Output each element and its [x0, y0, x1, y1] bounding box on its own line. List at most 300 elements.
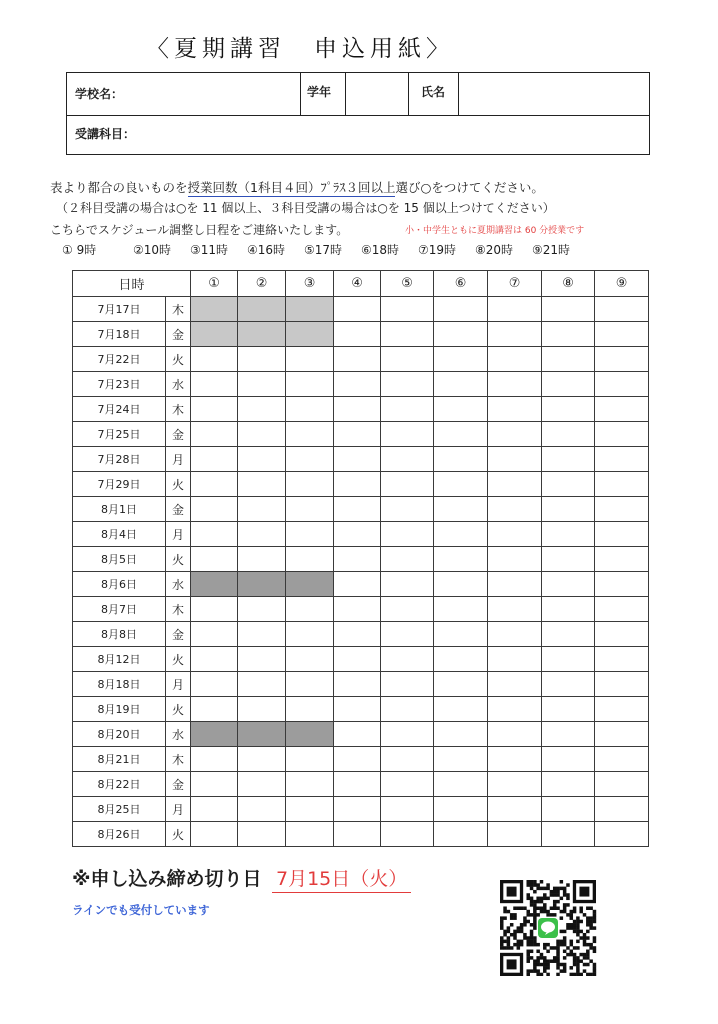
qr-module	[530, 956, 534, 960]
qr-module	[513, 906, 517, 910]
qr-module	[526, 959, 530, 963]
qr-module	[556, 966, 560, 970]
qr-module	[560, 940, 564, 944]
qr-module	[570, 910, 574, 914]
slot-cell	[488, 672, 542, 697]
weekday-cell: 金	[166, 422, 191, 447]
qr-module	[517, 926, 521, 930]
slot-cell	[286, 447, 334, 472]
weekday-cell: 木	[166, 747, 191, 772]
applicant-info-row	[67, 73, 649, 116]
slot-cell	[381, 647, 434, 672]
slot-cell	[542, 497, 595, 522]
qr-module	[573, 959, 577, 963]
qr-module	[553, 913, 557, 917]
slot-cell	[286, 747, 334, 772]
qr-module	[576, 966, 580, 970]
slot-cell	[381, 722, 434, 747]
schedule-row	[73, 397, 649, 422]
date-cell: 8月12日	[73, 647, 166, 672]
qr-module	[520, 906, 524, 910]
qr-module	[546, 959, 550, 963]
slot-cell	[238, 572, 286, 597]
qr-module	[520, 930, 524, 934]
qr-module	[563, 969, 567, 973]
slot-cell	[488, 647, 542, 672]
slot-cell	[334, 497, 381, 522]
qr-module	[553, 900, 557, 904]
qr-module	[593, 973, 597, 976]
date-cell: 7月28日	[73, 447, 166, 472]
qr-module	[550, 913, 554, 917]
qr-module	[583, 963, 587, 967]
slot-cell	[542, 372, 595, 397]
qr-module	[533, 900, 537, 904]
qr-module	[563, 963, 567, 967]
qr-module	[543, 897, 547, 901]
slot-cell	[542, 622, 595, 647]
qr-module	[540, 906, 544, 910]
qr-module	[583, 936, 587, 940]
qr-module	[526, 940, 530, 944]
slot-cell	[334, 697, 381, 722]
time-slot-item: ④16時	[247, 243, 286, 257]
qr-module	[530, 903, 534, 907]
slot-cell	[238, 622, 286, 647]
qr-module	[570, 916, 574, 920]
line-icon	[538, 918, 558, 938]
slot-cell	[334, 347, 381, 372]
qr-module	[543, 906, 547, 910]
slot-cell	[334, 447, 381, 472]
qr-module	[546, 887, 550, 891]
qr-finder-pattern	[507, 959, 517, 969]
slot-cell	[334, 422, 381, 447]
slot-cell	[381, 397, 434, 422]
qr-module	[530, 880, 534, 884]
qr-module	[573, 906, 577, 910]
qr-module	[556, 953, 560, 957]
date-cell: 8月22日	[73, 772, 166, 797]
qr-module	[593, 926, 597, 930]
qr-module	[560, 897, 564, 901]
qr-module	[573, 910, 577, 914]
time-slot-item: ⑧20時	[475, 243, 514, 257]
qr-module	[533, 906, 537, 910]
qr-module	[536, 963, 540, 967]
date-cell: 7月18日	[73, 322, 166, 347]
qr-module	[533, 940, 537, 944]
qr-module	[530, 900, 534, 904]
qr-module	[560, 963, 564, 967]
slot-cell	[542, 647, 595, 672]
qr-module	[530, 930, 534, 934]
slot-cell	[381, 472, 434, 497]
qr-module	[593, 913, 597, 917]
slot-cell	[191, 347, 238, 372]
slot-cell	[286, 297, 334, 322]
slot-cell	[191, 372, 238, 397]
qr-module	[553, 959, 557, 963]
qr-module	[583, 956, 587, 960]
slot-header: ⑨	[595, 271, 649, 297]
slot-cell	[191, 672, 238, 697]
slot-cell	[381, 322, 434, 347]
date-cell: 7月24日	[73, 397, 166, 422]
slot-cell	[286, 372, 334, 397]
qr-module	[546, 973, 550, 976]
qr-module	[530, 933, 534, 937]
slot-cell	[191, 297, 238, 322]
qr-module	[507, 936, 511, 940]
qr-module	[533, 963, 537, 967]
qr-module	[540, 973, 544, 976]
qr-module	[533, 926, 537, 930]
qr-module	[536, 913, 540, 917]
slot-cell	[381, 672, 434, 697]
schedule-row	[73, 647, 649, 672]
slot-cell	[595, 597, 649, 622]
qr-module	[570, 950, 574, 954]
qr-module	[573, 920, 577, 924]
qr-module	[579, 930, 583, 934]
slot-header: ⑧	[542, 271, 595, 297]
slot-cell	[238, 422, 286, 447]
qr-module	[540, 887, 544, 891]
instruction-line-1	[50, 178, 544, 196]
schedule-row	[73, 472, 649, 497]
qr-module	[543, 910, 547, 914]
qr-module	[579, 959, 583, 963]
schedule-row	[73, 772, 649, 797]
slot-cell	[488, 397, 542, 422]
qr-module	[507, 943, 511, 947]
qr-module	[583, 943, 587, 947]
date-cell: 8月25日	[73, 797, 166, 822]
qr-module	[520, 926, 524, 930]
slot-cell	[488, 447, 542, 472]
slot-cell	[434, 597, 488, 622]
qr-module	[533, 936, 537, 940]
lesson-length-note: 小・中学生ともに夏期講習は 60 分授業です	[405, 226, 585, 236]
qr-module	[593, 946, 597, 950]
qr-module	[526, 880, 530, 884]
slot-cell	[286, 722, 334, 747]
grade-value	[346, 87, 354, 101]
slot-cell	[381, 497, 434, 522]
qr-module	[563, 936, 567, 940]
qr-module	[533, 903, 537, 907]
qr-module	[556, 943, 560, 947]
slot-cell	[381, 347, 434, 372]
qr-module	[507, 946, 511, 950]
slot-cell	[238, 372, 286, 397]
qr-module	[540, 880, 544, 884]
qr-module	[560, 910, 564, 914]
weekday-cell: 月	[166, 797, 191, 822]
slot-cell	[286, 647, 334, 672]
weekday-cell: 金	[166, 622, 191, 647]
slot-cell	[334, 772, 381, 797]
qr-module	[560, 930, 564, 934]
qr-module	[563, 906, 567, 910]
qr-module	[563, 893, 567, 897]
slot-cell	[595, 647, 649, 672]
slot-cell	[488, 322, 542, 347]
qr-module	[560, 969, 564, 973]
qr-finder-pattern	[579, 887, 589, 897]
weekday-cell: 火	[166, 647, 191, 672]
qr-module	[526, 883, 530, 887]
qr-module	[593, 950, 597, 954]
time-slot-item: ⑥18時	[361, 243, 400, 257]
qr-module	[543, 946, 547, 950]
qr-module	[560, 880, 564, 884]
slot-cell	[488, 372, 542, 397]
qr-module	[556, 973, 560, 976]
slot-cell	[595, 697, 649, 722]
date-cell: 8月26日	[73, 822, 166, 847]
qr-module	[546, 950, 550, 954]
weekday-cell: 火	[166, 822, 191, 847]
slot-cell	[595, 397, 649, 422]
qr-module	[583, 940, 587, 944]
school-name-field	[67, 73, 301, 115]
qr-module	[566, 897, 570, 901]
qr-module	[500, 926, 504, 930]
slot-cell	[542, 522, 595, 547]
qr-module	[553, 890, 557, 894]
qr-module	[566, 883, 570, 887]
slot-cell	[191, 522, 238, 547]
qr-module	[540, 963, 544, 967]
qr-module	[546, 966, 550, 970]
qr-module	[589, 959, 593, 963]
weekday-cell: 木	[166, 397, 191, 422]
qr-module	[536, 973, 540, 976]
slot-cell	[488, 472, 542, 497]
qr-module	[520, 923, 524, 927]
slot-cell	[434, 322, 488, 347]
slot-cell	[334, 297, 381, 322]
weekday-cell: 金	[166, 497, 191, 522]
slot-cell	[191, 322, 238, 347]
qr-module	[573, 930, 577, 934]
qr-module	[556, 963, 560, 967]
schedule-row	[73, 722, 649, 747]
weekday-cell: 水	[166, 372, 191, 397]
slot-cell	[595, 572, 649, 597]
slot-cell	[434, 347, 488, 372]
slot-cell	[191, 572, 238, 597]
qr-module	[593, 963, 597, 967]
qr-module	[579, 920, 583, 924]
qr-module	[540, 910, 544, 914]
slot-cell	[238, 397, 286, 422]
schedule-table	[72, 270, 649, 847]
slot-cell	[238, 772, 286, 797]
qr-module	[550, 906, 554, 910]
qr-module	[570, 923, 574, 927]
qr-module	[543, 893, 547, 897]
schedule-row	[73, 747, 649, 772]
slot-cell	[542, 597, 595, 622]
grade-label-cell	[301, 73, 346, 115]
qr-module	[576, 933, 580, 937]
schedule-header-row	[73, 271, 649, 297]
qr-module	[576, 956, 580, 960]
slot-header: ②	[238, 271, 286, 297]
slot-cell	[595, 447, 649, 472]
qr-module	[517, 946, 521, 950]
slot-cell	[191, 597, 238, 622]
qr-module	[507, 926, 511, 930]
qr-module	[526, 953, 530, 957]
qr-module	[573, 956, 577, 960]
slot-cell	[238, 447, 286, 472]
qr-module	[546, 963, 550, 967]
slot-cell	[191, 397, 238, 422]
schedule-row	[73, 297, 649, 322]
slot-cell	[595, 722, 649, 747]
slot-cell	[542, 722, 595, 747]
slot-cell	[286, 347, 334, 372]
qr-module	[586, 943, 590, 947]
slot-cell	[286, 772, 334, 797]
slot-cell	[286, 422, 334, 447]
slot-cell	[488, 797, 542, 822]
qr-module	[563, 943, 567, 947]
qr-module	[500, 923, 504, 927]
qr-module	[510, 923, 514, 927]
slot-cell	[381, 797, 434, 822]
date-cell: 8月8日	[73, 622, 166, 647]
slot-cell	[334, 472, 381, 497]
qr-module	[533, 890, 537, 894]
slot-cell	[334, 622, 381, 647]
qr-module	[566, 893, 570, 897]
slot-cell	[286, 672, 334, 697]
slot-cell	[488, 572, 542, 597]
slot-cell	[381, 822, 434, 847]
weekday-cell: 金	[166, 772, 191, 797]
qr-module	[589, 920, 593, 924]
slot-cell	[434, 472, 488, 497]
slot-cell	[238, 472, 286, 497]
qr-module	[526, 897, 530, 901]
qr-module	[546, 897, 550, 901]
slot-cell	[286, 697, 334, 722]
slot-cell	[488, 722, 542, 747]
slot-cell	[434, 697, 488, 722]
slot-cell	[238, 322, 286, 347]
time-slot-item: ③11時	[190, 243, 229, 257]
qr-module	[566, 903, 570, 907]
slot-cell	[542, 422, 595, 447]
slot-cell	[238, 522, 286, 547]
slot-cell	[542, 797, 595, 822]
time-slot-item: ⑦19時	[418, 243, 457, 257]
date-cell: 8月5日	[73, 547, 166, 572]
qr-module	[530, 940, 534, 944]
qr-module	[533, 883, 537, 887]
qr-module	[550, 890, 554, 894]
slot-cell	[286, 822, 334, 847]
qr-module	[517, 906, 521, 910]
slot-cell	[238, 547, 286, 572]
qr-module	[593, 969, 597, 973]
instruction-line-3: こちらでスケジュール調整し日程をご連絡いたします。	[50, 223, 349, 237]
qr-module	[566, 926, 570, 930]
qr-module	[586, 950, 590, 954]
date-cell: 8月1日	[73, 497, 166, 522]
qr-module	[543, 969, 547, 973]
qr-module	[526, 920, 530, 924]
slot-cell	[488, 697, 542, 722]
date-cell: 7月17日	[73, 297, 166, 322]
time-slot-item: ②10時	[133, 243, 172, 257]
slot-cell	[286, 597, 334, 622]
qr-module	[573, 973, 577, 976]
qr-module	[579, 973, 583, 976]
slot-cell	[191, 422, 238, 447]
slot-cell	[488, 347, 542, 372]
qr-module	[526, 936, 530, 940]
slot-header: ④	[334, 271, 381, 297]
slot-cell	[334, 822, 381, 847]
qr-module	[543, 956, 547, 960]
qr-module	[576, 920, 580, 924]
slot-cell	[488, 547, 542, 572]
qr-module	[556, 906, 560, 910]
qr-module	[503, 910, 507, 914]
slot-cell	[434, 572, 488, 597]
qr-module	[536, 883, 540, 887]
slot-cell	[334, 597, 381, 622]
slot-cell	[434, 647, 488, 672]
qr-module	[593, 920, 597, 924]
slot-cell	[381, 422, 434, 447]
qr-module	[570, 953, 574, 957]
schedule-row	[73, 522, 649, 547]
slot-cell	[434, 622, 488, 647]
slot-cell	[191, 547, 238, 572]
schedule-row	[73, 497, 649, 522]
slot-cell	[286, 797, 334, 822]
slot-cell	[334, 322, 381, 347]
page-title: 〈夏期講習 申込用紙〉	[146, 36, 454, 62]
slot-cell	[542, 397, 595, 422]
qr-module	[560, 943, 564, 947]
qr-module	[507, 910, 511, 914]
qr-module	[570, 940, 574, 944]
slot-header: ⑦	[488, 271, 542, 297]
qr-module	[510, 916, 514, 920]
qr-module	[586, 923, 590, 927]
slot-cell	[286, 397, 334, 422]
qr-module	[520, 943, 524, 947]
time-slot-item: ① 9時	[62, 243, 97, 257]
slot-cell	[238, 597, 286, 622]
slot-cell	[488, 822, 542, 847]
slot-cell	[595, 622, 649, 647]
qr-module	[570, 973, 574, 976]
qr-module	[530, 950, 534, 954]
qr-module	[510, 946, 514, 950]
deadline-label: ※申し込み締め切り日	[72, 868, 262, 890]
qr-module	[503, 933, 507, 937]
qr-module	[500, 920, 504, 924]
